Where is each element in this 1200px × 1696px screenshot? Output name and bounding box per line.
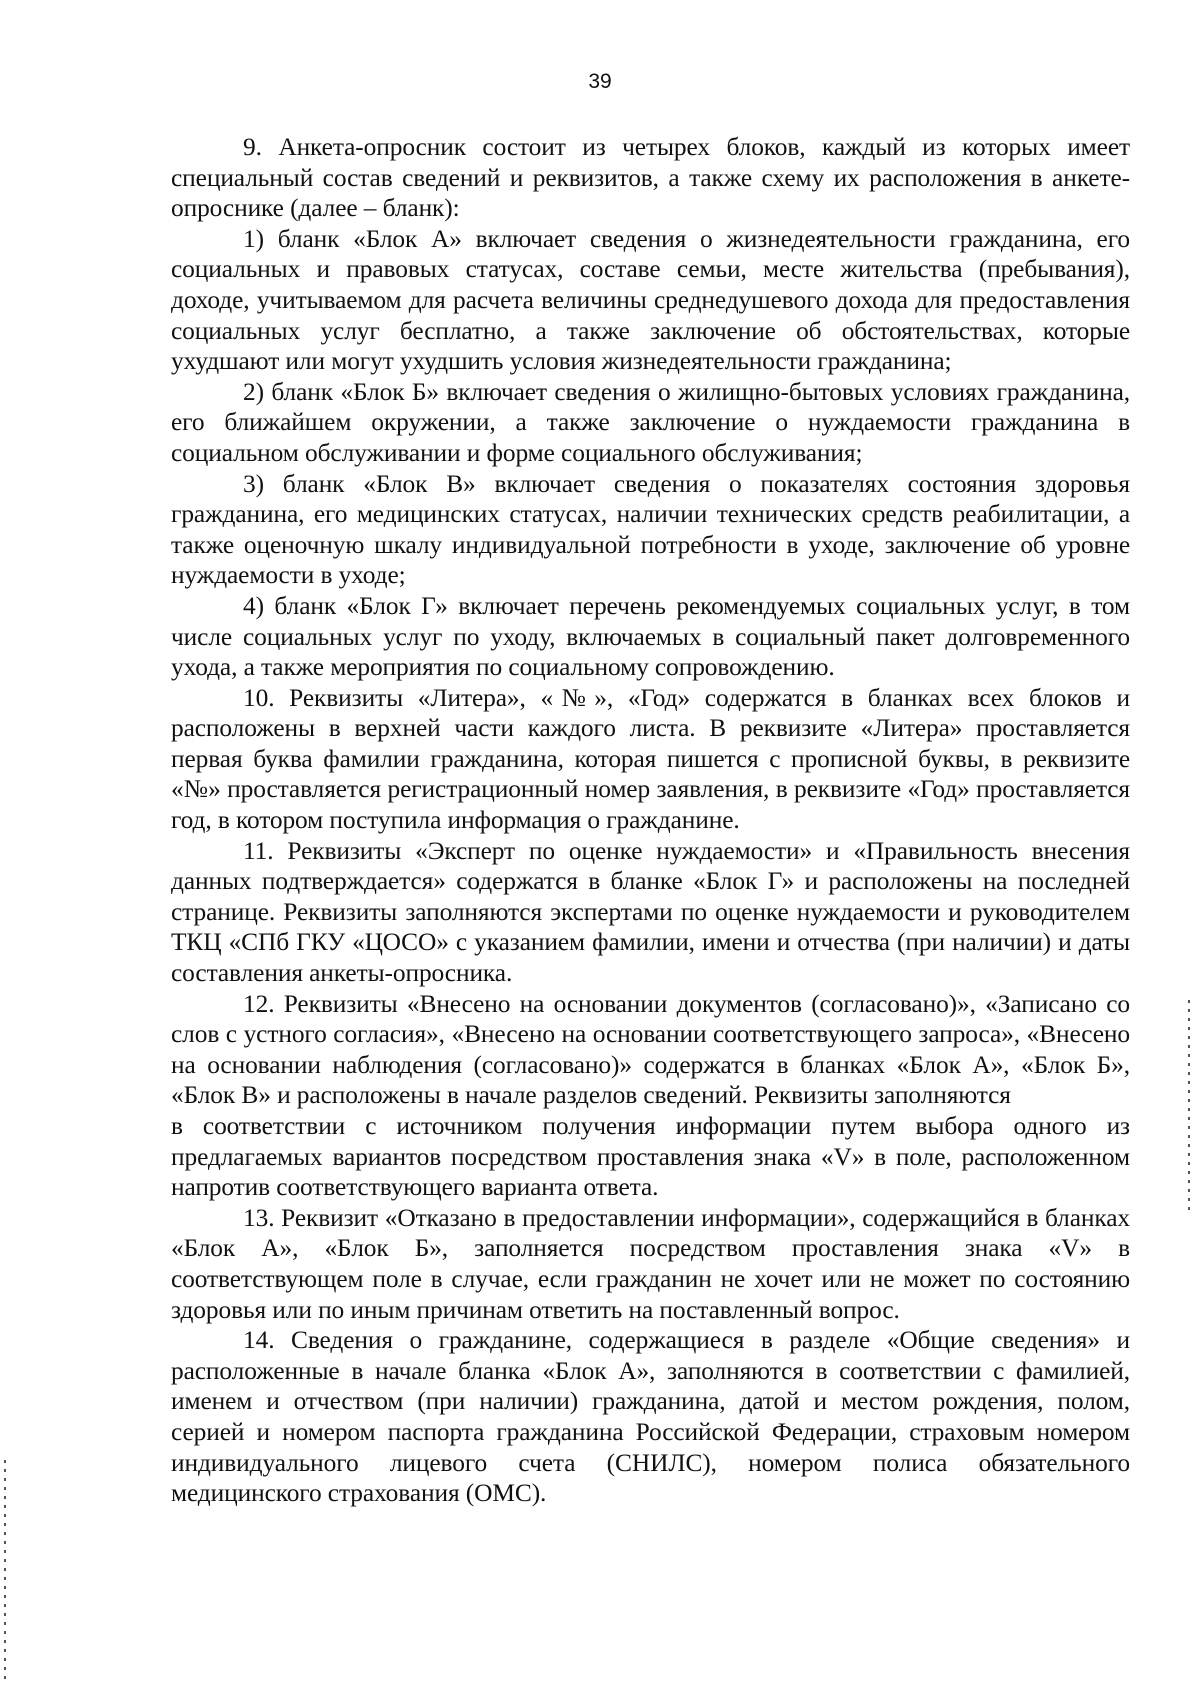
list-item-block-b: 2) бланк «Блок Б» включает сведения о жилищно-бытовых условиях гражданина, его ближайшем окружении, а также заключение о нуждаемости гражданина в социальном обслуживании и форме социального обслуживания; <box>171 377 1130 467</box>
document-body <box>171 132 1130 1509</box>
list-item-block-a: 1) бланк «Блок А» включает сведения о жизнедеятельности гражданина, его социальных и правовых статусах, составе семьи, месте жительства (пребывания), доходе, учитываемом для расчета величины среднедушевого дохода для предоставления социальных услуг бесплатно, а также заключение об обстоятельствах, которые ухудшают или могут ухудшить условия жизнедеятельности гражданина; <box>171 224 1130 376</box>
paragraph-12-continuation: в соответствии с источником получения информации путем выбора одного из предлагаемых вариантов посредством проставления знака «V» в поле, расположенном напротив соответствующего варианта ответа. <box>171 1112 1130 1202</box>
list-item-block-g: 4) бланк «Блок Г» включает перечень рекомендуемых социальных услуг, в том числе социальных услуг по уходу, включаемых в социальный пакет долговременного ухода, а также мероприятия по социальному сопровождению. <box>171 591 1130 682</box>
paragraph-11: 11. Реквизиты «Эксперт по оценке нуждаемости» и «Правильность внесения данных подтверждается» содержатся в бланке «Блок Г» и расположены на последней странице. Реквизиты заполняются экспертами по оценке нуждаемости и руководителем ТКЦ «СПб ГКУ «ЦОСО» с указанием фамилии, имени и отчества (при наличии) и даты составления анкеты-опросника. <box>171 836 1130 988</box>
left-margin-scan-mark <box>4 1460 6 1680</box>
paragraph-9: 9. Анкета-опросник состоит из четырех блоков, каждый из которых имеет специальный состав сведений и реквизитов, а также схему их расположения в анкете-опроснике (далее – бланк): <box>171 133 1130 223</box>
paragraph-12: 12. Реквизиты «Внесено на основании документов (согласовано)», «Записано со слов с устного согласия», «Внесено на основании соответствующего запроса», «Внесено на основании наблюдения (согласовано)» содержатся в бланках «Блок А», «Блок Б», «Блок В» и расположены в начале разделов сведений. Реквизиты заполняются <box>171 989 1130 1110</box>
paragraph-13: 13. Реквизит «Отказано в предоставлении информации», содержащийся в бланках «Блок А», «Блок Б», заполняется посредством проставления знака «V» в соответствующем поле в случае, если гражданин не хочет или не может по состоянию здоровья или по иным причинам ответить на поставленный вопрос. <box>171 1203 1130 1324</box>
paragraph-14: 14. Сведения о гражданине, содержащиеся в разделе «Общие сведения» и расположенные в начале бланка «Блок А», заполняются в соответствии с фамилией, именем и отчеством (при наличии) гражданина, датой и местом рождения, полом, серией и номером паспорта гражданина Российской Федерации, страховым номером индивидуального лицевого счета (СНИЛС), номером полиса обязательного медицинского страхования (ОМС). <box>171 1326 1130 1508</box>
right-margin-scan-mark <box>1188 1000 1190 1210</box>
page-number: 39 <box>588 70 612 93</box>
paragraph-10: 10. Реквизиты «Литера», «№», «Год» содержатся в бланках всех блоков и расположены в верхней части каждого листа. В реквизите «Литера» проставляется первая буква фамилии гражданина, которая пишется с прописной буквы, в реквизите «№» проставляется регистрационный номер заявления, в реквизите «Год» проставляется год, в котором поступила информация о гражданине. <box>171 683 1130 835</box>
list-item-block-v: 3) бланк «Блок В» включает сведения о показателях состояния здоровья гражданина, его медицинских статусах, наличии технических средств реабилитации, а также оценочную шкалу индивидуальной потребности в уходе, заключение об уровне нуждаемости в уходе; <box>171 469 1130 590</box>
